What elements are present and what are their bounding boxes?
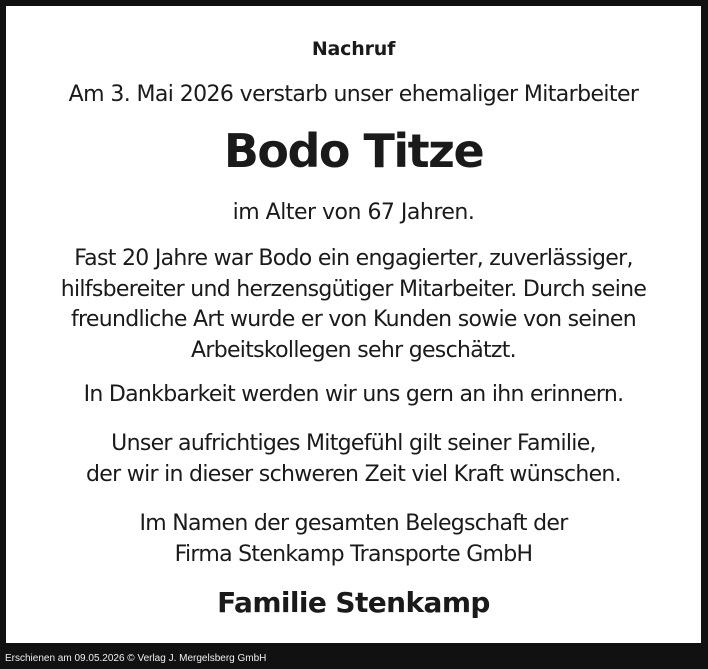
obituary-notice <box>6 6 701 643</box>
publication-footer: Erschienen am 09.05.2026 © Verlag J. Mergelsberg GmbH <box>5 653 267 664</box>
signature: Familie Stenkamp <box>217 586 490 619</box>
on-behalf-line: Firma Stenkamp Transporte GmbH <box>174 541 533 567</box>
condolence-paragraph <box>6 429 701 490</box>
on-behalf-line: Im Namen der gesamten Belegschaft der <box>139 511 568 536</box>
remembrance-line: In Dankbarkeit werden wir uns gern an ihn erinnern. <box>83 382 624 407</box>
remembrance-paragraph <box>6 380 701 411</box>
age-text: im Alter von 67 Jahren. <box>232 200 475 225</box>
tribute-paragraph <box>6 244 701 366</box>
tribute-line: Fast 20 Jahre war Bodo ein engagierter, zuverlässiger, <box>74 246 633 271</box>
tribute-line: hilfsbereiter und herzensgütiger Mitarbeiter. Durch seine <box>60 276 647 302</box>
notice-heading: Nachruf <box>311 38 396 60</box>
tribute-line: freundliche Art wurde er von Kunden sowie von seinen <box>70 307 637 332</box>
condolence-line: Unser aufrichtiges Mitgefühl gilt seiner Familie, <box>111 431 596 456</box>
intro-text: Am 3. Mai 2026 verstarb unser ehemaliger Mitarbeiter <box>68 82 639 107</box>
condolence-line: der wir in dieser schweren Zeit viel Kraft wünschen. <box>86 461 621 487</box>
on-behalf-paragraph <box>6 509 701 570</box>
tribute-line: Arbeitskollegen sehr geschätzt. <box>191 337 516 363</box>
deceased-name: Bodo Titze <box>223 124 484 178</box>
